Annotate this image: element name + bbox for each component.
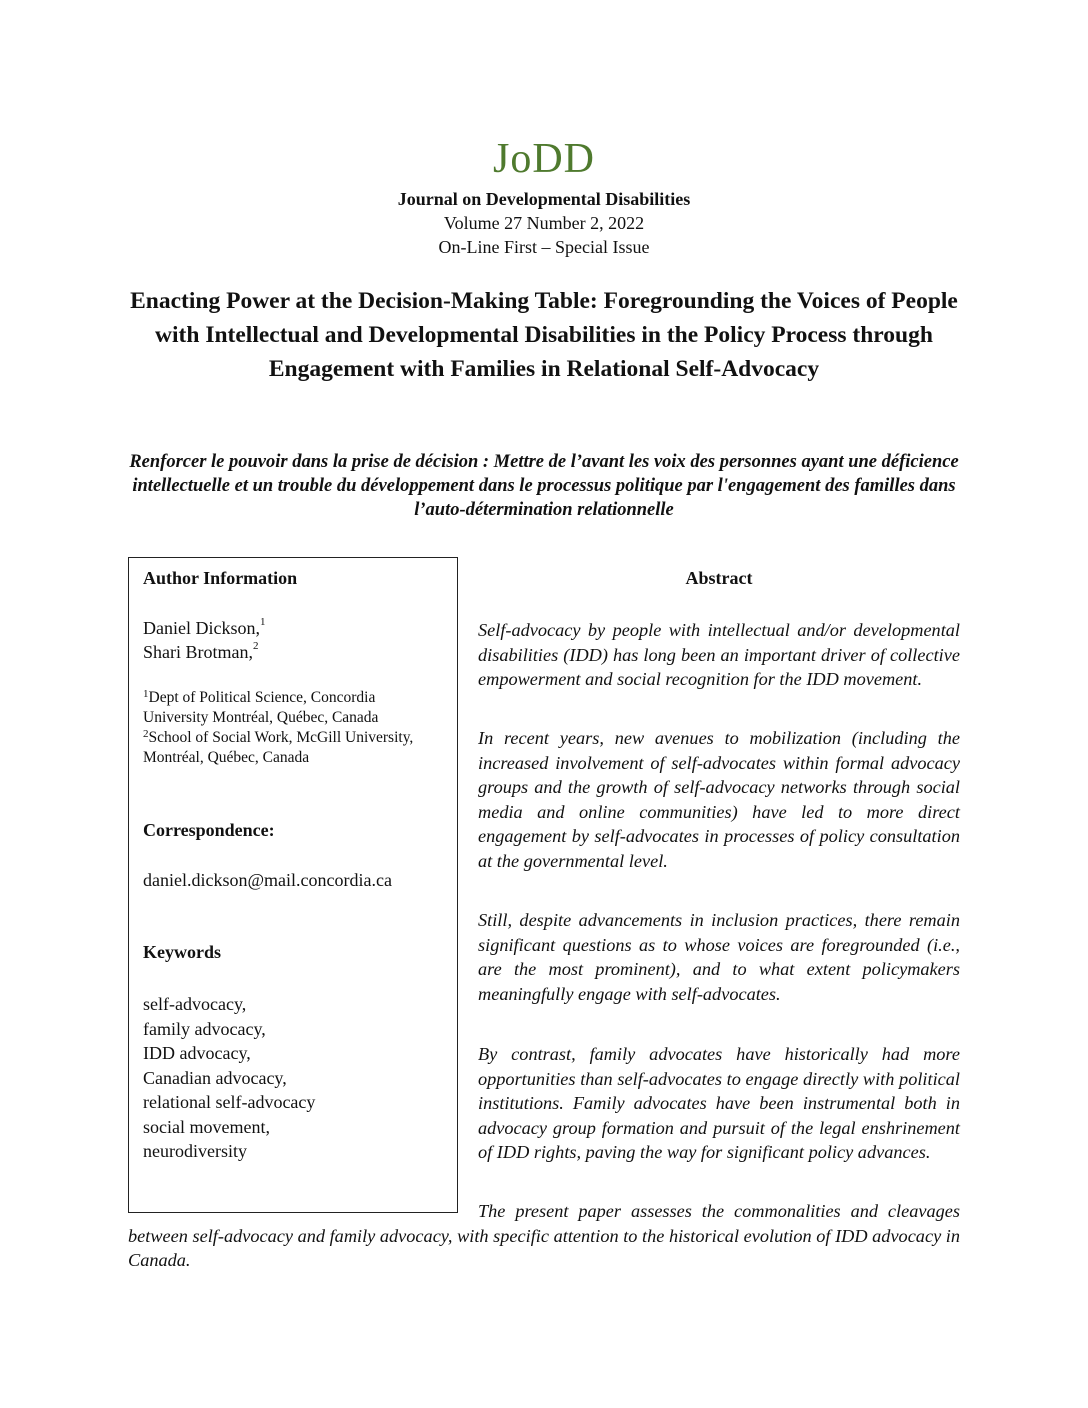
journal-name: Journal on Developmental Disabilities (397, 189, 691, 209)
affiliation: $^1$Dept of Political Science, Concordia University Montréal, Québec, Canada (143, 688, 379, 726)
abstract-paragraph: Still, despite advancements in inclusion practices, there remain significant questions as to whose voices are foregrounded (i.e., are the most prominent), and to what extent policymakers meaningfully engage with self-advocates. (478, 910, 960, 1004)
keywords-heading: Keywords (143, 942, 221, 962)
author-name: Shari Brotman,$^2$ (143, 640, 259, 662)
keywords-list (143, 992, 315, 1164)
keyword: neurodiversity (143, 1141, 247, 1161)
abstract-paragraph: In recent years, new avenues to mobilization (including the increased involvement of self-advocates within formal advocacy groups and the growth of self-advocacy networks through social media and online communities) have led to more direct engagement by self-advocates in processes of policy consultation at the governmental level. (478, 728, 960, 871)
correspondence-email: daniel.dickson@mail.concordia.ca (143, 870, 392, 890)
author-information-box (128, 557, 458, 1213)
article-title-french: Renforcer le pouvoir dans la prise de décision : Mettre de l’avant les voix des personnes ayant une déficience intellectuelle et un trouble du développement dans le processus politique par l'engagement des familles dans l’auto-détermination relationnelle (129, 452, 959, 520)
author-information-heading: Author Information (143, 568, 298, 588)
abstract-paragraph: Self-advocacy by people with intellectual and/or developmental disabilities (IDD) has long been an important driver of collective empowerment and social recognition for the IDD movement. (478, 620, 960, 690)
correspondence-heading: Correspondence: (143, 820, 275, 840)
author-name: Daniel Dickson,$^1$ (143, 616, 266, 638)
keyword: IDD advocacy, (143, 1043, 251, 1063)
keyword: family advocacy, (143, 1018, 266, 1039)
affiliations (143, 688, 443, 768)
keyword: Canadian advocacy, (143, 1067, 287, 1088)
issue-note: On-Line First – Special Issue (438, 237, 650, 257)
abstract-heading: Abstract (685, 568, 753, 588)
abstract-paragraph: By contrast, family advocates have historically had more opportunities than self-advocates to engage directly with political institutions. Family advocates have been instrumental both in advocacy group formation and pursuit of the legal enshrinement of IDD rights, paving the way for significant policy advances. (478, 1044, 960, 1163)
volume-info: Volume 27 Number 2, 2022 (443, 213, 645, 233)
author-list (143, 616, 265, 664)
abstract-paragraph: The present paper assesses the commonalities and cleavages between self-advocacy and family advocacy, with specific attention to the historical evolution of IDD advocacy in Canada. (128, 1201, 960, 1271)
keyword: self-advocacy, (143, 994, 247, 1014)
affiliation: $^2$School of Social Work, McGill University, Montréal, Québec, Canada (143, 728, 414, 766)
journal-logo: JoDD (492, 136, 595, 182)
keyword: relational self-advocacy (143, 1092, 316, 1112)
keyword: social movement, (143, 1116, 270, 1137)
article-title: Enacting Power at the Decision-Making Table: Foregrounding the Voices of People with Intellectual and Developmental Disabilities in the Policy Process through Engagement with Families in Relational Self-Advocacy (130, 288, 958, 382)
